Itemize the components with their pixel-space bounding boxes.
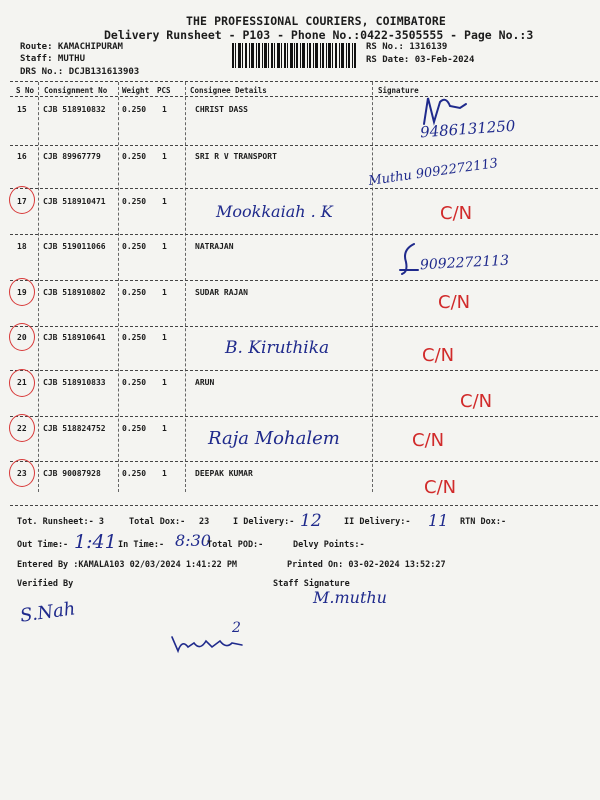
row-consignment-no: CJB 518910802 <box>43 288 106 297</box>
rs-date: RS Date: 03-Feb-2024 <box>366 55 475 65</box>
row-consignment-no: CJB 518910832 <box>43 105 106 114</box>
row-consignment-no: CJB 518910833 <box>43 378 106 387</box>
red-circle-mark <box>9 459 35 487</box>
cn-mark: C/N <box>422 345 455 366</box>
delvy-points-label: Delvy Points:- <box>293 540 365 550</box>
col-divider <box>38 82 39 492</box>
cn-mark: C/N <box>438 292 471 313</box>
table-bottom-rule <box>10 505 598 506</box>
row-weight: 0.250 <box>122 424 147 433</box>
barcode-image <box>232 43 356 68</box>
row-consignee: DEEPAK KUMAR <box>195 469 253 478</box>
row-pcs: 1 <box>162 469 167 478</box>
row-sno: 17 <box>17 197 27 206</box>
cn-mark: C/N <box>460 391 493 412</box>
row-sno: 22 <box>17 424 27 433</box>
row-consignment-no: CJB 518910641 <box>43 333 106 342</box>
col-weight: Weight <box>122 86 150 95</box>
row-sno: 21 <box>17 378 27 387</box>
row-pcs: 1 <box>162 333 167 342</box>
total-dox-value: 23 <box>199 517 210 527</box>
red-circle-mark <box>9 414 35 442</box>
signature-scribble <box>398 240 420 276</box>
staff-signature: M.muthu <box>313 588 387 607</box>
header-top-rule <box>10 81 598 82</box>
row-pcs: 1 <box>162 378 167 387</box>
row-weight: 0.250 <box>122 152 147 161</box>
col-divider <box>118 82 119 492</box>
col-divider <box>372 82 373 492</box>
handwritten-name: Raja Mohalem <box>208 428 340 449</box>
row-weight: 0.250 <box>122 105 147 114</box>
col-divider <box>185 82 186 492</box>
row-weight: 0.250 <box>122 197 147 206</box>
in-time-label: In Time:- <box>118 540 165 550</box>
row-consignment-no: CJB 90087928 <box>43 469 101 478</box>
handwritten-phone: 9486131250 <box>419 116 516 142</box>
row-rule <box>10 280 598 281</box>
row-consignee: NATRAJAN <box>195 242 234 251</box>
row-pcs: 1 <box>162 197 167 206</box>
row-pcs: 1 <box>162 288 167 297</box>
row-consignment-no: CJB 518910471 <box>43 197 106 206</box>
red-circle-mark <box>9 278 35 306</box>
out-time-label: Out Time:- <box>17 540 69 550</box>
cn-mark: C/N <box>424 477 457 498</box>
row-rule <box>10 234 598 235</box>
verified-signature: S.Nah <box>18 598 77 627</box>
col-consignee: Consignee Details <box>190 86 267 95</box>
row-sno: 19 <box>17 288 27 297</box>
document-title: THE PROFESSIONAL COURIERS, COIMBATORE <box>186 14 446 28</box>
handwritten-phone: 9092272113 <box>419 252 510 274</box>
row-consignment-no: CJB 89967779 <box>43 152 101 161</box>
header-bottom-rule <box>10 96 598 97</box>
row-consignee: CHRIST DASS <box>195 105 248 114</box>
row-rule <box>10 370 598 371</box>
total-pod-label: Total POD:- <box>207 540 264 550</box>
handwritten-signature: Muthu 9092272113 <box>367 155 499 190</box>
handwritten-name: B. Kiruthika <box>225 338 330 358</box>
runsheet-subtitle: Delivery Runsheet - P103 - Phone No.:0422-3505555 - Page No.:3 <box>104 28 534 42</box>
red-circle-mark <box>9 369 35 397</box>
i-delivery-label: I Delivery:- <box>233 517 295 527</box>
entered-by: Entered By :KAMALA103 02/03/2024 1:41:22 PM <box>17 560 238 570</box>
handwritten-out-time: 1:41 <box>74 531 117 553</box>
row-consignment-no: CJB 518824752 <box>43 424 106 433</box>
row-sno: 18 <box>17 242 27 251</box>
rtn-dox-label: RTN Dox:- <box>460 517 507 527</box>
handwritten-ii-delivery: 11 <box>428 511 449 530</box>
row-pcs: 1 <box>162 152 167 161</box>
row-rule <box>10 145 598 146</box>
row-rule <box>10 416 598 417</box>
row-pcs: 1 <box>162 242 167 251</box>
route-label: Route: KAMACHIPURAM <box>20 42 123 52</box>
drs-number: DRS No.: DCJB131613903 <box>20 67 140 77</box>
row-consignee: ARUN <box>195 378 215 387</box>
row-rule <box>10 188 598 189</box>
col-pcs: PCS <box>157 86 171 95</box>
total-dox-label: Total Dox:- <box>129 517 186 527</box>
handwritten-name: Mookkaiah . K <box>216 202 333 221</box>
row-rule <box>10 461 598 462</box>
row-weight: 0.250 <box>122 288 147 297</box>
red-circle-mark <box>9 323 35 351</box>
cn-mark: C/N <box>440 203 473 224</box>
row-weight: 0.250 <box>122 333 147 342</box>
row-weight: 0.250 <box>122 242 147 251</box>
handwritten-in-time: 8:30 <box>175 531 211 550</box>
col-signature: Signature <box>378 86 419 95</box>
row-weight: 0.250 <box>122 469 147 478</box>
row-consignee: SUDAR RAJAN <box>195 288 248 297</box>
row-sno: 20 <box>17 333 27 342</box>
row-rule <box>10 326 598 327</box>
red-circle-mark <box>9 186 35 214</box>
row-weight: 0.250 <box>122 378 147 387</box>
row-sno: 16 <box>17 152 27 161</box>
cn-mark: C/N <box>412 430 445 451</box>
handwritten-i-delivery: 12 <box>300 511 322 531</box>
rs-number: RS No.: 1316139 <box>366 42 448 52</box>
col-sno: S No <box>16 86 35 95</box>
ii-delivery-label: II Delivery:- <box>344 517 411 527</box>
row-consignee: SRI R V TRANSPORT <box>195 152 277 161</box>
staff-label: Staff: MUTHU <box>20 54 86 64</box>
row-pcs: 1 <box>162 424 167 433</box>
tot-runsheet: Tot. Runsheet:- 3 <box>17 517 104 527</box>
row-sno: 15 <box>17 105 27 114</box>
row-pcs: 1 <box>162 105 167 114</box>
col-consignment: Consignment No <box>44 86 108 95</box>
row-sno: 23 <box>17 469 27 478</box>
signature-scribble <box>168 633 246 655</box>
staff-signature-label: Staff Signature <box>273 579 350 589</box>
verified-signature-mark: 2 <box>232 620 241 636</box>
printed-on: Printed On: 03-02-2024 13:52:27 <box>287 560 446 570</box>
row-consignment-no: CJB 519011066 <box>43 242 106 251</box>
verified-by-label: Verified By <box>17 579 74 589</box>
